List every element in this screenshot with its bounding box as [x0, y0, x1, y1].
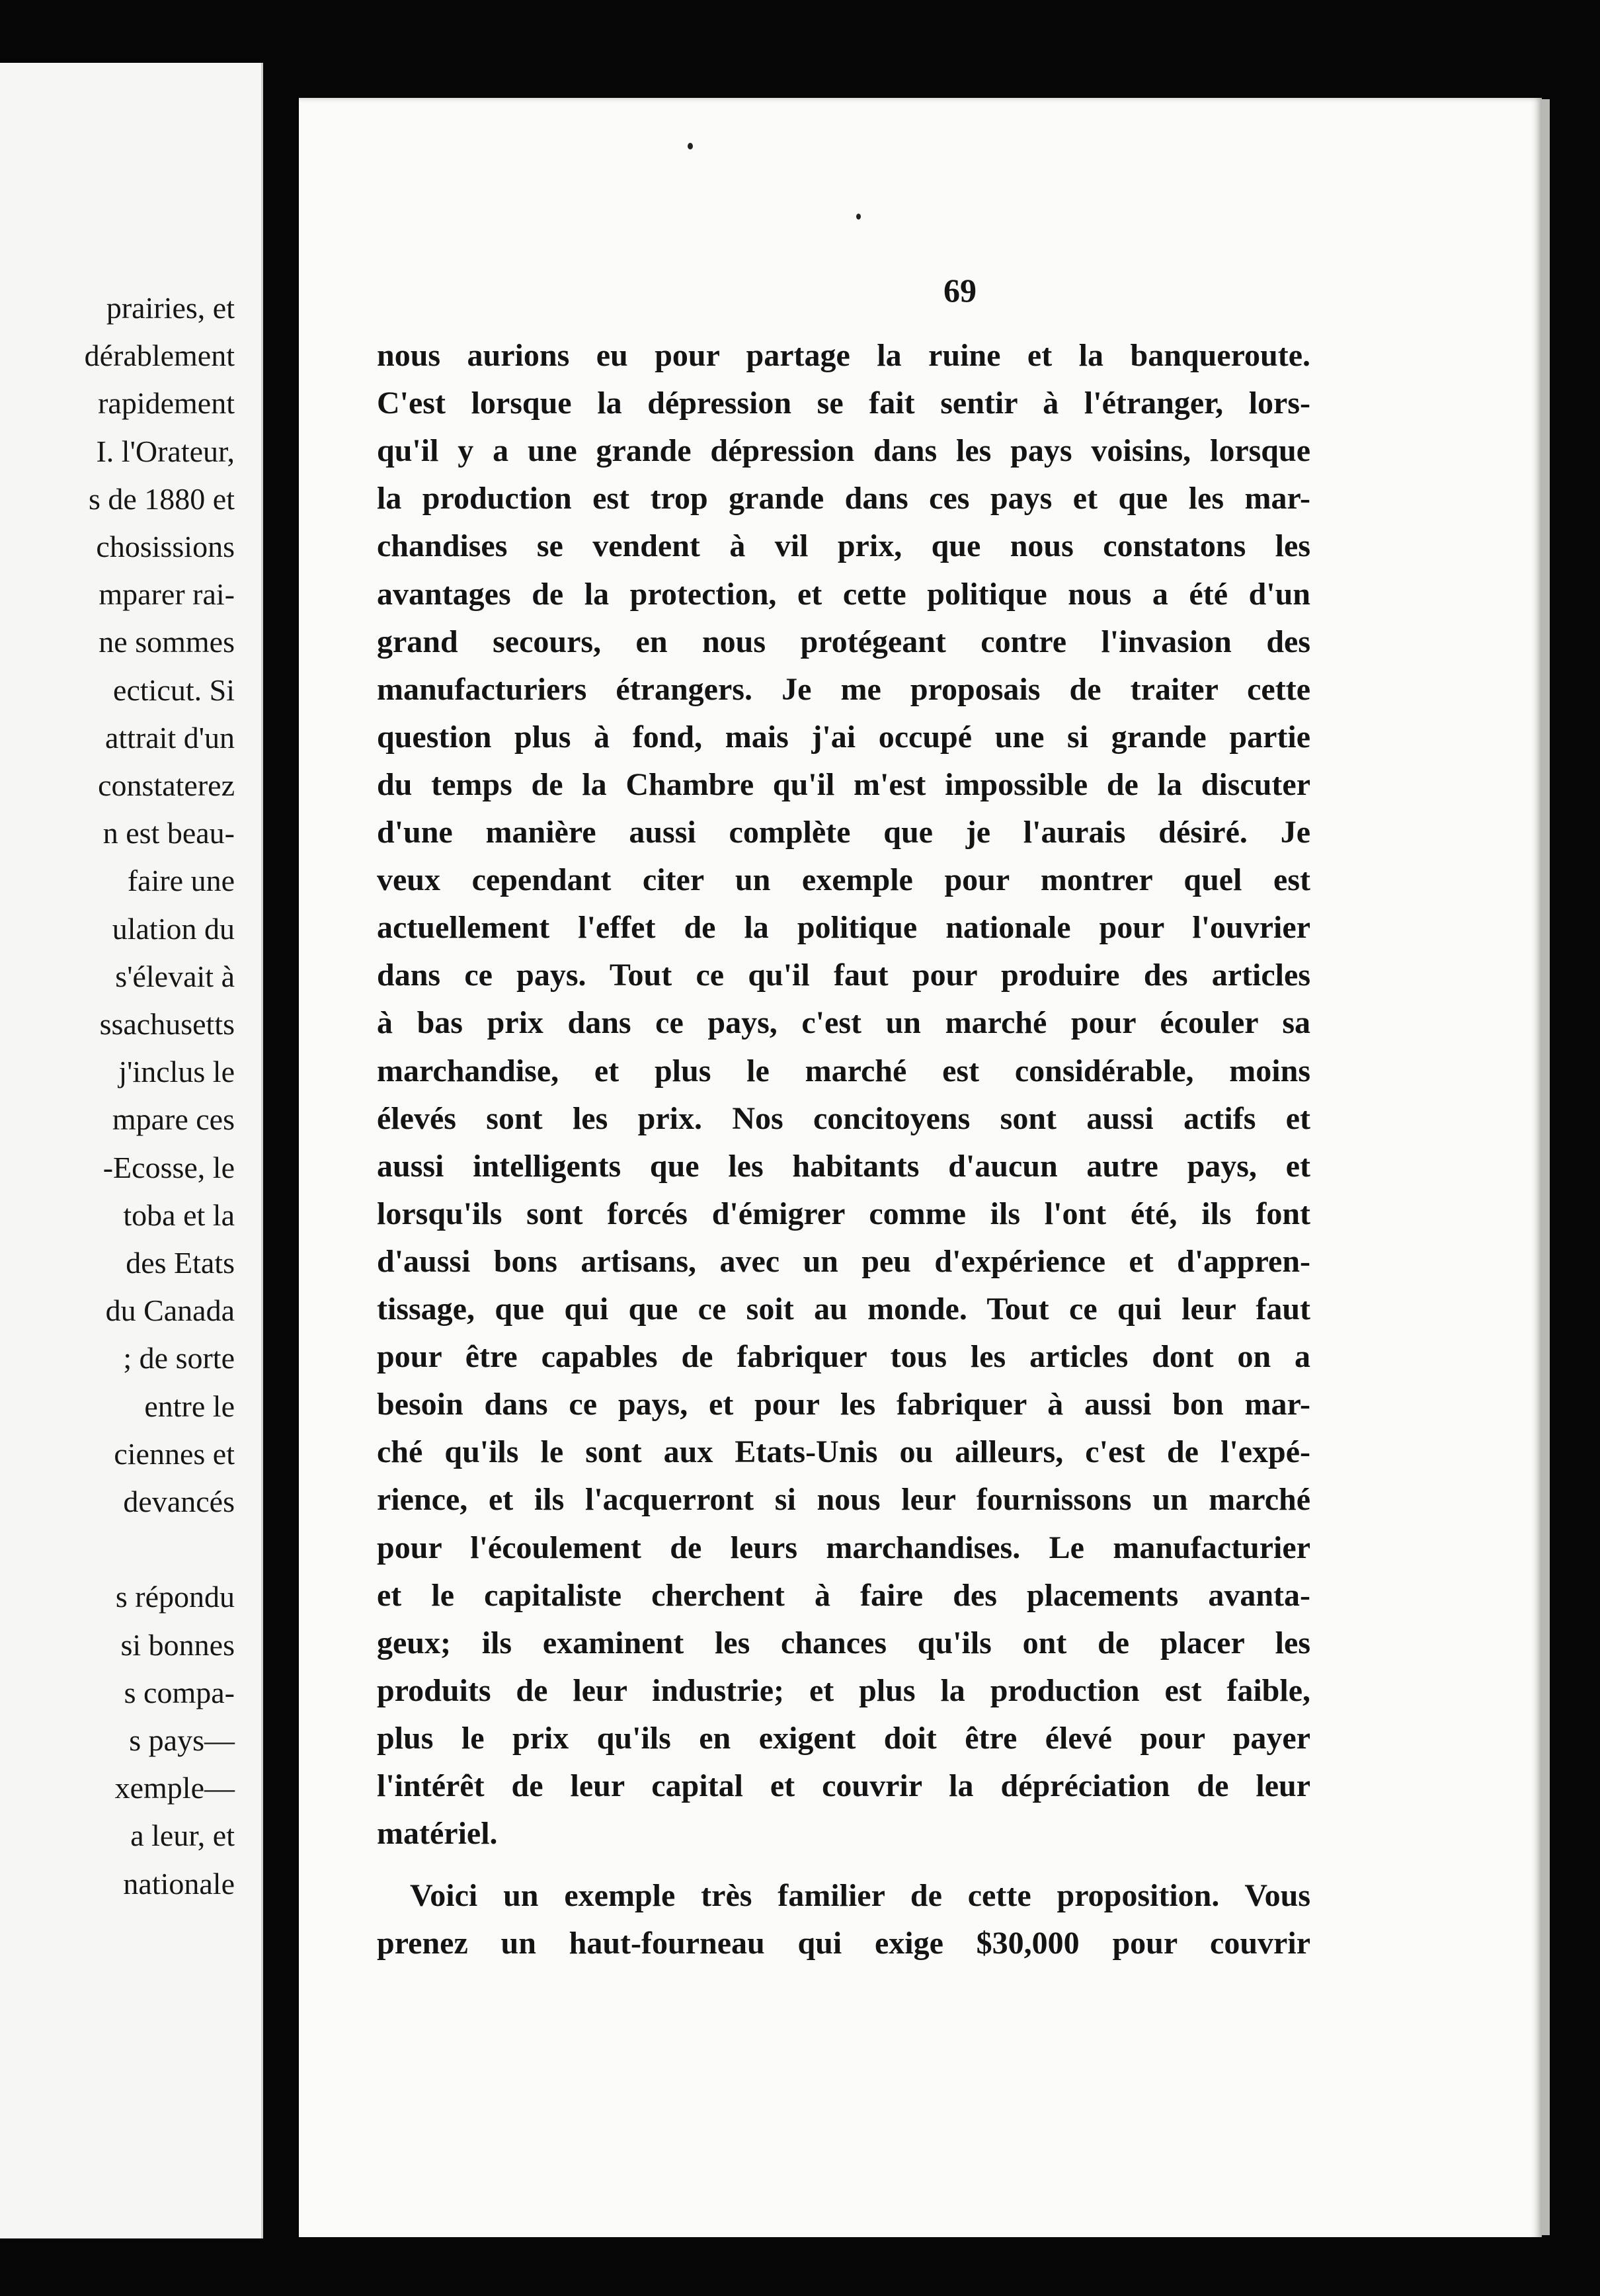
body-line: prenez un haut-fourneau qui exige $30,000 pour couvrir	[377, 1926, 1310, 1961]
body-line: question plus à fond, mais j'ai occupé une si grande partie	[377, 719, 1310, 755]
left-page-line: ulation du	[112, 911, 235, 946]
left-page-line: n est beau-	[102, 816, 235, 850]
body-line: la production est trop grande dans ces pays et que les mar-	[377, 481, 1310, 516]
left-page-line: rapidement	[98, 386, 235, 421]
body-line: à bas prix dans ce pays, c'est un marché pour écouler sa	[377, 1005, 1310, 1041]
left-page-line: toba et la	[123, 1198, 235, 1232]
left-page-line: nationale	[123, 1866, 235, 1901]
left-page-line: s compa-	[124, 1675, 235, 1709]
body-line: et le capitaliste cherchent à faire des placements avanta-	[377, 1577, 1310, 1613]
body-line: pour être capables de fabriquer tous les articles dont on a	[377, 1339, 1310, 1375]
left-page-line: -Ecosse, le	[102, 1150, 235, 1184]
left-page-line: entre le	[144, 1389, 235, 1423]
body-line: d'aussi bons artisans, avec un peu d'expérience et d'appren-	[377, 1243, 1310, 1279]
left-page-line: ssachusetts	[99, 1007, 235, 1041]
current-page	[299, 98, 1542, 2237]
left-page-line: mparer rai-	[99, 577, 235, 612]
left-page-line: dérablement	[84, 339, 235, 373]
body-line: du temps de la Chambre qu'il m'est impossible de la discuter	[377, 766, 1310, 802]
left-page-line: attrait d'un	[104, 720, 235, 755]
body-line: chandises se vendent à vil prix, que nous constatons les	[377, 528, 1310, 564]
left-page-line: des Etats	[126, 1246, 235, 1280]
body-line: besoin dans ce pays, et pour les fabriquer à aussi bon mar-	[377, 1387, 1310, 1422]
left-page-line: j'inclus le	[118, 1055, 235, 1089]
body-line: dans ce pays. Tout ce qu'il faut pour produire des articles	[377, 958, 1310, 993]
left-page-line: ne sommes	[99, 625, 235, 659]
body-line: C'est lorsque la dépression se fait sentir à l'étranger, lors-	[377, 386, 1310, 421]
body-line: grand secours, en nous protégeant contre l'invasion des	[377, 624, 1310, 659]
body-line: manufacturiers étrangers. Je me proposais de traiter cette	[377, 671, 1310, 707]
left-page-line: chosissions	[96, 530, 235, 563]
left-page-line: ecticut. Si	[113, 673, 235, 707]
left-page-line: s de 1880 et	[88, 481, 235, 516]
body-line: d'une manière aussi complète que je l'aurais désiré. Je	[377, 815, 1310, 850]
body-line: tissage, que qui que ce soit au monde. Tout ce qui leur faut	[377, 1292, 1310, 1327]
body-line: pour l'écoulement de leurs marchandises. Le manufacturier	[377, 1530, 1310, 1565]
body-line: produits de leur industrie; et plus la production est faible,	[377, 1672, 1310, 1708]
body-line: avantages de la protection, et cette politique nous a été d'un	[377, 576, 1310, 612]
body-line: rience, et ils l'acquerront si nous leur fournissons un marché	[377, 1482, 1310, 1518]
page-edge	[1540, 99, 1550, 2235]
body-line: Voici un exemple très familier de cette proposition. Vous	[410, 1878, 1310, 1914]
body-line: geux; ils examinent les chances qu'ils ont de placer les	[377, 1625, 1310, 1660]
body-line: matériel.	[377, 1816, 498, 1852]
left-page-line: prairies, et	[106, 291, 235, 325]
left-page-line: constaterez	[98, 768, 235, 802]
left-page-line: s'élevait à	[115, 959, 235, 993]
body-line: veux cependant citer un exemple pour montrer quel est	[377, 862, 1310, 898]
body-line: marchandise, et plus le marché est considérable, moins	[377, 1053, 1310, 1088]
left-page-line: s répondu	[115, 1580, 235, 1614]
left-page-line: s pays—	[129, 1723, 235, 1757]
left-page-line: xemple—	[114, 1771, 235, 1805]
left-page-line: ; de sorte	[123, 1341, 235, 1375]
left-page-line: ciennes et	[114, 1436, 235, 1471]
body-line: plus le prix qu'ils en exigent doit être élevé pour payer	[377, 1720, 1310, 1756]
body-line: l'intérêt de leur capital et couvrir la dépréciation de leur	[377, 1768, 1310, 1803]
print-speck	[856, 214, 861, 220]
left-page-line: mpare ces	[112, 1102, 235, 1137]
left-page-line: faire une	[127, 864, 235, 898]
body-line: qu'il y a une grande dépression dans les pays voisins, lorsque	[377, 433, 1310, 469]
body-line: lorsqu'ils sont forcés d'émigrer comme ils l'ont été, ils font	[377, 1196, 1310, 1231]
print-speck	[688, 143, 693, 149]
body-line: aussi intelligents que les habitants d'aucun autre pays, et	[377, 1148, 1310, 1184]
left-page-line: du Canada	[105, 1293, 235, 1328]
body-line: élevés sont les prix. Nos concitoyens sont aussi actifs et	[377, 1100, 1310, 1136]
body-line: actuellement l'effet de la politique nationale pour l'ouvrier	[377, 910, 1310, 946]
left-page-line: I. l'Orateur,	[96, 434, 235, 468]
body-line: nous aurions eu pour partage la ruine et la banqueroute.	[377, 338, 1310, 373]
body-line: ché qu'ils le sont aux Etats-Unis ou ailleurs, c'est de l'expé-	[377, 1434, 1310, 1470]
page-number: 69	[943, 272, 977, 309]
left-page-line: devancés	[123, 1485, 235, 1518]
previous-page-fragment	[0, 63, 263, 2238]
left-page-line: a leur, et	[130, 1819, 235, 1853]
left-page-line: si bonnes	[120, 1627, 235, 1662]
